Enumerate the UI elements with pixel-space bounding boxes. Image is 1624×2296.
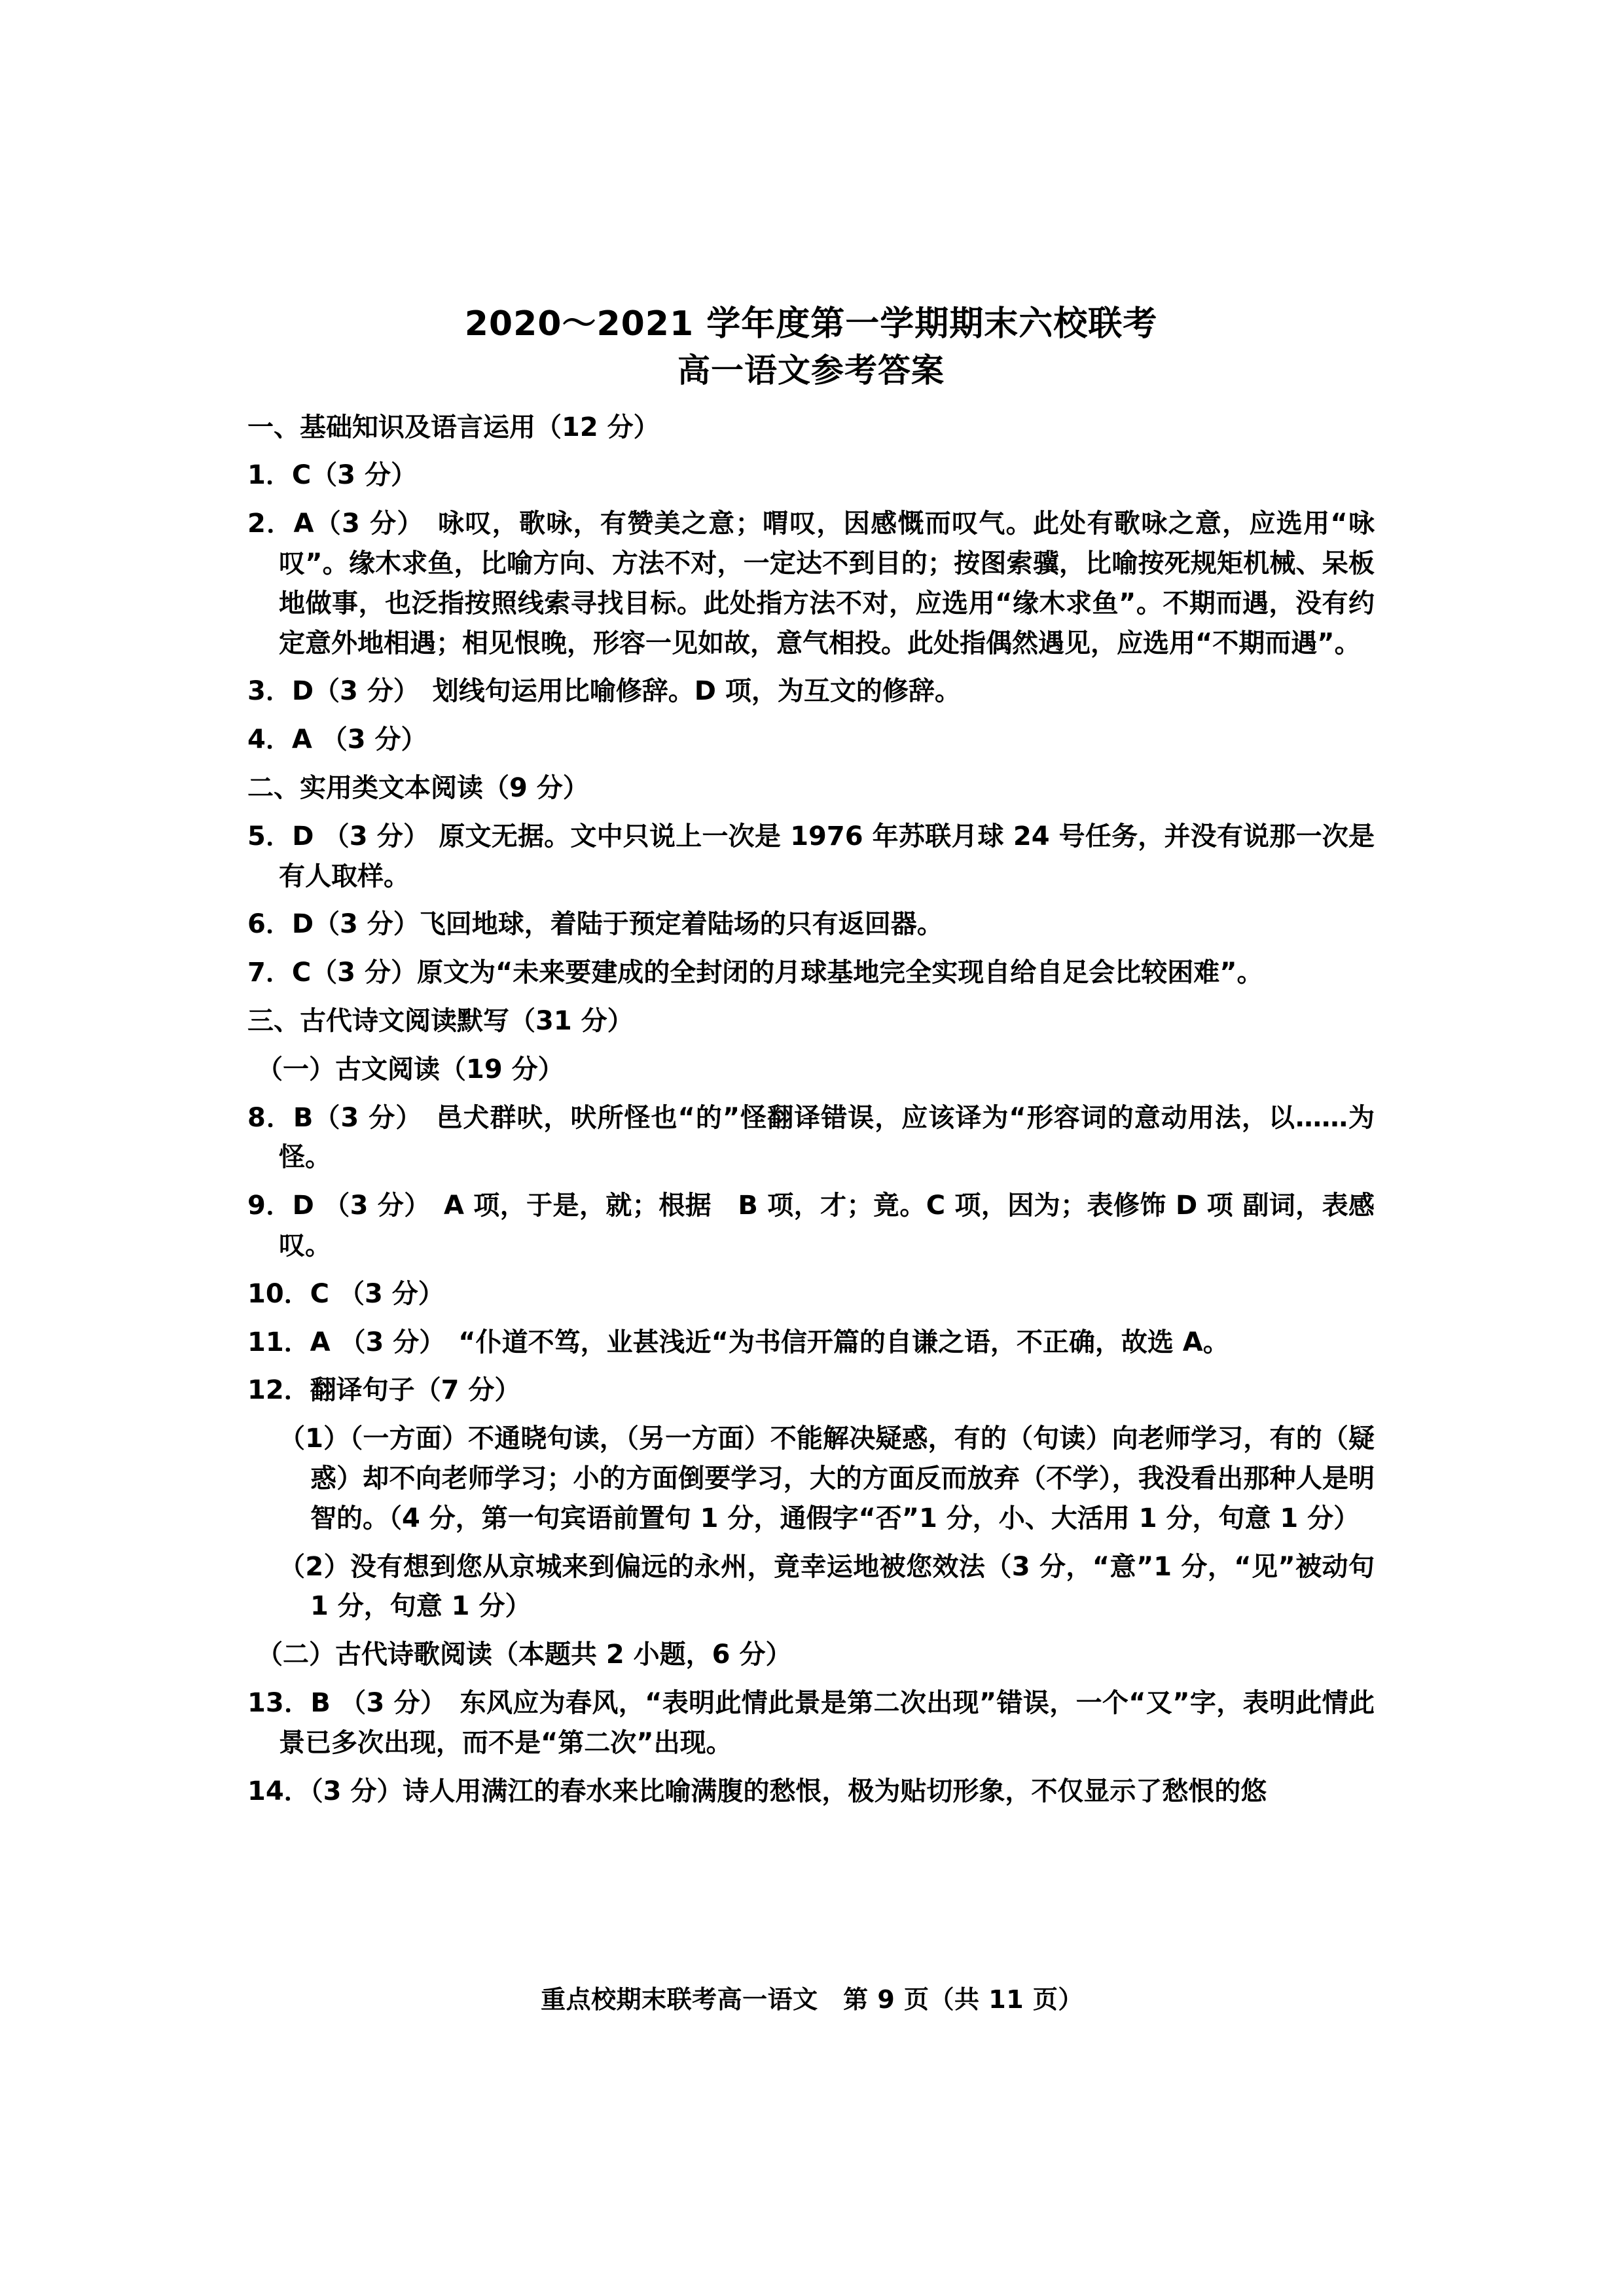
answer-item-2: 2．A（3 分） 咏叹，歌咏，有赞美之意；喟叹，因感慨而叹气。此处有歌咏之意，应选用“咏叹”。缘木求鱼，比喻方向、方法不对，一定达不到目的；按图索骥，比喻按死规矩机械、呆板地做事，也泛指按照线索寻找目标。此处指方法不对，应选用“缘木求鱼”。不期而遇，没有约定意外地相遇；相见恨晚，形容一见如故，意气相投。此处指偶然遇见，应选用“不期而遇”。 <box>247 509 1375 658</box>
answer-item-5: 5．D （3 分） 原文无据。文中只说上一次是 1976 年苏联月球 24 号任务，并没有说那一次是有人取样。 <box>247 821 1375 891</box>
answer-item-3: 3．D（3 分） 划线句运用比喻修辞。D 项，为互文的修辞。 <box>247 676 961 707</box>
answer-item-10: 10．C （3 分） <box>247 1278 444 1309</box>
page-title: 2020～2021 学年度第一学期期末六校联考 <box>464 304 1158 344</box>
answer-item-14: 14．（3 分）诗人用满江的春水来比喻满腹的愁恨，极为贴切形象，不仅显示了愁恨的悠 <box>247 1776 1267 1806</box>
section-heading-3: 三、古代诗文阅读默写（31 分） <box>247 1005 634 1036</box>
answer-item-9: 9．D （3 分） A 项，于是，就；根据 B 项，才；竟。C 项，因为；表修饰 D 项 副词，表感叹。 <box>247 1191 1375 1261</box>
answer-item-8: 8．B（3 分） 邑犬群吠，吠所怪也“的”怪翻译错误，应该译为“形容词的意动用法，以……为怪。 <box>247 1102 1375 1173</box>
answer-item-7: 7．C（3 分）原文为“未来要建成的全封闭的月球基地完全实现自给自足会比较困难”。 <box>247 958 1263 988</box>
document-content <box>247 302 1375 1820</box>
answer-item-11: 11．A （3 分） “仆道不笃，业甚浅近“为书信开篇的自谦之语，不正确，故选 A。 <box>247 1327 1229 1357</box>
answer-item-12-sub-1: （1）（一方面）不通晓句读，（另一方面）不能解决疑惑，有的（句读）向老师学习，有的（疑惑）却不向老师学习；小的方面倒要学习，大的方面反而放弃（不学），我没看出那种人是明智的。（4 分，第一句宾语前置句 1 分，通假字“否”1 分，小、大活用 1 分，句意 1 分） <box>279 1424 1375 1534</box>
subsection-heading-guwen: （一）古文阅读（19 分） <box>257 1054 564 1085</box>
answer-item-4: 4．A （3 分） <box>247 725 427 755</box>
page-subtitle: 高一语文参考答案 <box>677 351 945 389</box>
page-footer: 重点校期末联考高一语文 第 9 页（共 11 页） <box>541 1985 1083 2014</box>
subsection-heading-shige: （二）古代诗歌阅读（本题共 2 小题，6 分） <box>257 1640 792 1670</box>
section-heading-1: 一、基础知识及语言运用（12 分） <box>247 412 660 442</box>
answer-item-12-sub-2: （2）没有想到您从京城来到偏远的永州，竟幸运地被您效法（3 分，“意”1 分，“见”被动句 1 分，句意 1 分） <box>279 1551 1375 1622</box>
answer-item-6: 6．D（3 分）飞回地球，着陆于预定着陆场的只有返回器。 <box>247 909 943 940</box>
answer-item-1: 1．C（3 分） <box>247 460 417 491</box>
answer-item-13: 13．B （3 分） 东风应为春风，“表明此情此景是第二次出现”错误，一个“又”字，表明此情此景已多次出现，而不是“第二次”出现。 <box>247 1687 1375 1758</box>
answer-item-12: 12．翻译句子（7 分） <box>247 1375 521 1406</box>
section-heading-2: 二、实用类文本阅读（9 分） <box>247 772 589 803</box>
